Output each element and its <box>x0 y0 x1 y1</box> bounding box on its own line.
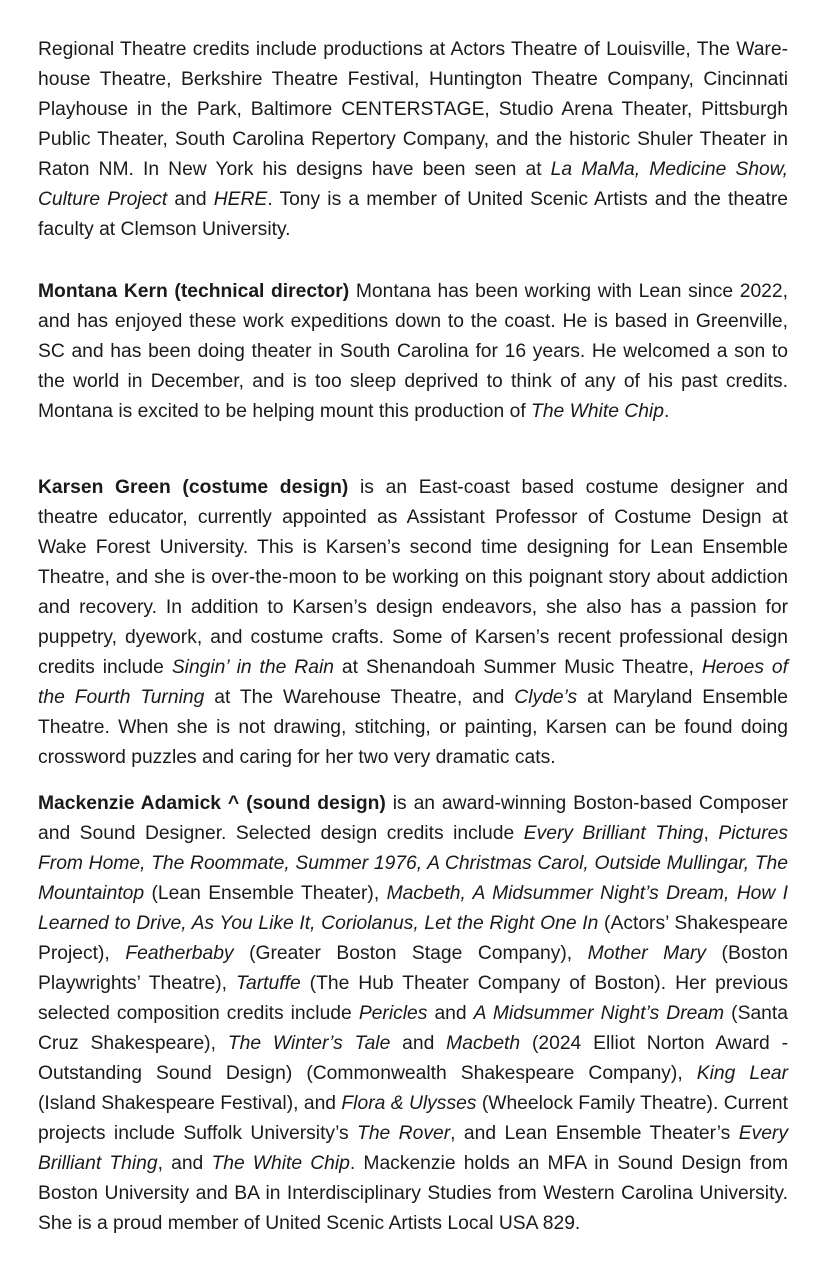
bio-text: is an East-coast based costume designer and theatre educator, currently appointed as Assistant Professor of Costume Design at Wake Forest University. This is Karsen’s second time designing for Lean Ensemble Theatre, and she is over-the-moon to be working on this poignant story about addiction and recovery. In addition to Karsen’s design endeavors, she also has a passion for puppetry, dyework, and costume crafts. Some of Karsen’s recent professional design credits include <box>38 477 788 678</box>
bio-title-italic: Every Brilliant Thing <box>38 1123 788 1174</box>
bio-title-italic: Singin’ in the Rain <box>171 657 334 678</box>
bio-title-italic: Featherbaby <box>125 943 234 964</box>
bio-text: , <box>703 823 719 844</box>
bio-title-italic: Macbeth <box>446 1033 521 1054</box>
bio-text: (Island Shakespeare Festival), and <box>38 1093 342 1114</box>
bio-title-italic: Heroes of the Fourth Turning <box>38 657 789 708</box>
bio-page <box>38 35 788 1239</box>
bio-text: (The Hub Theater Company of Boston). Her previous selected composition credits include <box>38 973 788 1024</box>
bio-tony-paragraph <box>38 35 788 245</box>
bio-text: Montana has been working with Lean since 2022, and has enjoyed these work expeditions down to the coast. He is based in Greenville, SC and has been doing theater in South Carolina for 16 years. He welcomed a son to the world in December, and is too sleep deprived to think of any of his past credits. Montana is excited to be helping mount this production of <box>38 281 788 422</box>
bio-title-italic: King Lear <box>696 1063 788 1084</box>
bio-title-italic: A Midsummer Night’s Dream <box>473 1003 725 1024</box>
bio-title-italic: Mother Mary <box>587 943 707 964</box>
bio-mackenzie-paragraph <box>38 789 788 1239</box>
bio-name-montana: Montana Kern (technical director) <box>38 281 350 302</box>
bio-title-italic: HERE <box>213 189 268 210</box>
bio-text: at Maryland Ensemble Theatre. When she is not drawing, stitching, or painting, Karsen can be found doing crossword puzzles and caring for her two very dramatic cats. <box>38 687 789 768</box>
bio-text: and <box>390 1033 447 1054</box>
bio-name-mackenzie: Mackenzie Adamick ^ (sound design) <box>38 793 386 814</box>
bio-title-italic: The Winter’s Tale <box>227 1033 391 1054</box>
bio-text: and <box>167 189 214 210</box>
bio-title-italic: The White Chip <box>211 1153 350 1174</box>
bio-title-italic: Every Brilliant Thing <box>523 823 704 844</box>
bio-text: . <box>663 401 670 422</box>
bio-title-italic: Flora & Ulysses <box>341 1093 477 1114</box>
bio-text: , and <box>157 1153 212 1174</box>
bio-text: at The Warehouse Theatre, and <box>204 687 515 708</box>
bio-text: Regional Theatre credits include productions at Actors Theatre of Louisville, The Warehouse Theatre, Berkshire Theatre Festival, Huntington Theatre Company, Cincinnati Playhouse in the Park, Baltimore CENTERSTAGE, Studio Arena Theater, Pittsburgh Public Theater, South Carolina Repertory Company, and the historic Shuler Theater in Raton NM. In New York his designs have been seen at <box>38 39 788 180</box>
bio-text: (Actors’ Shakespeare Project), <box>38 913 788 964</box>
bio-montana-paragraph <box>38 277 788 427</box>
bio-text: . Mackenzie holds an MFA in Sound Design from Boston University and BA in Interdisciplinary Studies from Western Carolina University. She is a proud member of United Scenic Artists Local USA 829. <box>38 1153 789 1234</box>
bio-title-italic: Pericles <box>358 1003 428 1024</box>
bio-title-italic: Clyde’s <box>514 687 578 708</box>
bio-text: . Tony is a member of United Scenic Artists and the theatre faculty at Clemson University. <box>38 189 788 240</box>
bio-text: , and Lean Ensemble Theater’s <box>450 1123 739 1144</box>
bio-text: (Greater Boston Stage Company), <box>233 943 588 964</box>
bio-text: (Lean Ensemble Theater), <box>144 883 387 904</box>
bio-title-italic: The White Chip <box>531 401 664 422</box>
bio-text: at Shenandoah Summer Music Theatre, <box>333 657 702 678</box>
bio-title-italic: The Rover <box>357 1123 451 1144</box>
bio-title-italic: Macbeth, A Midsummer Night’s Dream, How I Learned to Drive, As You Like It, Coriolanus, Let the Right One In <box>38 883 789 934</box>
bio-text: is an award-winning Boston-based Composer and Sound Designer. Selected design credits include <box>38 793 788 844</box>
bio-text: and <box>427 1003 474 1024</box>
bio-title-italic: Tartuffe <box>236 973 301 994</box>
bio-text: (Boston Playwrights’ Theatre), <box>38 943 788 994</box>
bio-title-italic: Pictures From Home, The Roommate, Summer 1976, A Christmas Carol, Outside Mullingar, The Mountaintop <box>38 823 789 904</box>
bio-name-karsen: Karsen Green (costume design) <box>38 477 349 498</box>
bio-text: (2024 Elliot Norton Award - Outstanding Sound Design) (Commonwealth Shakespeare Company), <box>38 1033 788 1084</box>
bio-text: (Santa Cruz Shakespeare), <box>38 1003 788 1054</box>
bio-karsen-paragraph <box>38 473 788 773</box>
bio-text: (Wheelock Family Theatre). Current projects include Suffolk University’s <box>38 1093 788 1144</box>
bio-title-italic: La MaMa, Medicine Show, Culture Project <box>38 159 788 210</box>
